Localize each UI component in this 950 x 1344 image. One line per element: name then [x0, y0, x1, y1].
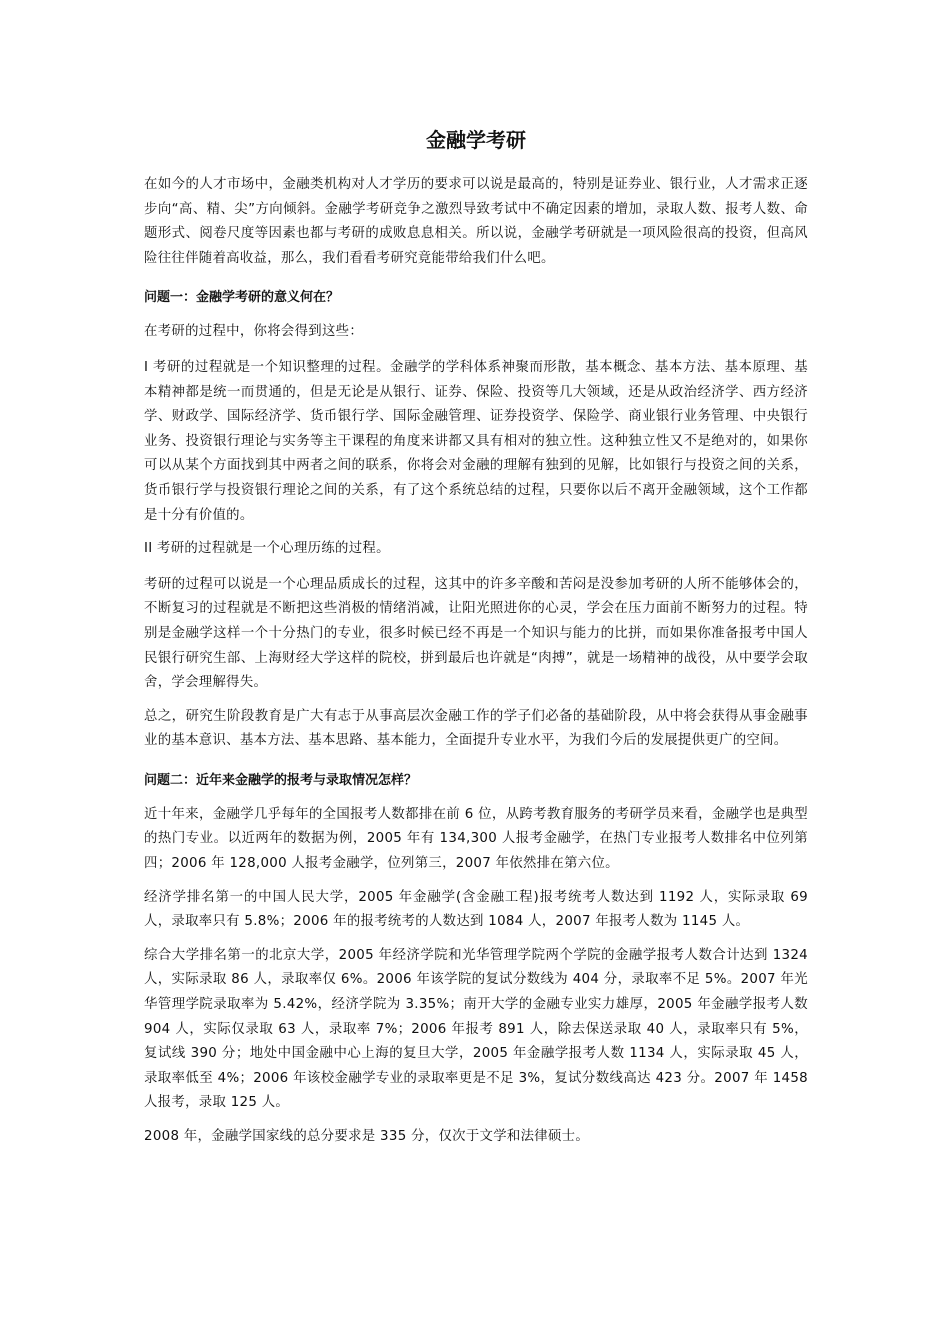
summary-paragraph: 总之，研究生阶段教育是广大有志于从事高层次金融工作的学子们必备的基础阶段，从中将会获得从事金融事业的基本意识、基本方法、基本思路、基本能力，全面提升专业水平，为我们今后的发展提供更广的空间。 [144, 708, 808, 749]
stats-paragraph-2: 经济学排名第一的中国人民大学，2005 年金融学(含金融工程)报考统考人数达到 1192 人，实际录取 69 人，录取率只有 5.8%；2006 年的报考统考的人数达到 1084 人，2007 年报考人数为 1145 人。 [144, 889, 808, 930]
stats-paragraph-3: 综合大学排名第一的北京大学，2005 年经济学院和光华管理学院两个学院的金融学报考人数合计达到 1324 人，实际录取 86 人，录取率仅 6%。2006 年该学院的复试分数线为 404 分，录取率不足 5%。2007 年光华管理学院录取率为 5.42%，经济学院为 3.35%；南开大学的金融专业实力雄厚，2005 年金融学报考人数 904 人，实际仅录取 63 人，录取率 7%；2006 年报考 891 人，除去保送录取 40 人，录取率只有 5%，复试线 390 分；地处中国金融中心上海的复旦大学，2005 年金融学报考人数 1134 人，实际录取 45 人，录取率低至 4%；2006 年该校金融学专业的录取率更是不足 3%，复试分数线高达 423 分。2007 年 1458 人报考，录取 125 人。 [144, 947, 808, 1111]
question-one-heading: 问题一：金融学考研的意义何在？ [144, 290, 340, 306]
point-one-paragraph: I 考研的过程就是一个知识整理的过程。金融学的学科体系神聚而形散，基本概念、基本方法、基本原理、基本精神都是统一而贯通的，但是无论是从银行、证券、保险、投资等几大领域，还是从政治经济学、西方经济学、财政学、国际经济学、货币银行学、国际金融管理、证券投资学、保险学、商业银行业务管理、中央银行业务、投资银行理论与实务等主干课程的角度来讲都又具有相对的独立性。这种独立性又不是绝对的，如果你可以从某个方面找到其中两者之间的联系，你将会对金融的理解有独到的见解，比如银行与投资之间的关系，货币银行学与投资银行理论之间的关系，有了这个系统总结的过程，只要你以后不离开金融领域，这个工作都是十分有价值的。 [144, 359, 808, 523]
question-two-heading: 问题二：近年来金融学的报考与录取情况怎样？ [144, 772, 418, 788]
question-one-lead: 在考研的过程中，你将会得到这些： [144, 324, 364, 340]
point-two-paragraph: 考研的过程可以说是一个心理品质成长的过程，这其中的许多辛酸和苦闷是没参加考研的人所不能够体会的，不断复习的过程就是不断把这些消极的情绪消减，让阳光照进你的心灵，学会在压力面前不断努力的过程。特别是金融学这样一个十分热门的专业，很多时候已经不再是一个知识与能力的比拼，而如果你准备报考中国人民银行研究生部、上海财经大学这样的院校，拼到最后也许就是“肉搏”，就是一场精神的战役，从中要学会取舍，学会理解得失。 [144, 576, 808, 691]
stats-paragraph-4: 2008 年，金融学国家线的总分要求是 335 分，仅次于文学和法律硕士。 [144, 1129, 590, 1144]
point-two-heading: II 考研的过程就是一个心理历练的过程。 [144, 541, 390, 557]
document-page [144, 127, 808, 1159]
page-title: 金融学考研 [426, 128, 526, 152]
intro-paragraph: 在如今的人才市场中，金融类机构对人才学历的要求可以说是最高的，特别是证券业、银行业，人才需求正逐步向“高、精、尖”方向倾斜。金融学考研竞争之激烈导致考试中不确定因素的增加，录取人数、报考人数、命题形式、阅卷尺度等因素也都与考研的成败息息相关。所以说，金融学考研就是一项风险很高的投资，但高风险往往伴随着高收益，那么，我们看看考研究竟能带给我们什么吧。 [144, 177, 808, 266]
stats-paragraph-1: 近十年来，金融学几乎每年的全国报考人数都排在前 6 位，从跨考教育服务的考研学员来看，金融学也是典型的热门专业。以近两年的数据为例，2005 年有 134,300 人报考金融学，在热门专业报考人数排名中位列第四；2006 年 128,000 人报考金融学，位列第三，2007 年依然排在第六位。 [144, 806, 808, 872]
